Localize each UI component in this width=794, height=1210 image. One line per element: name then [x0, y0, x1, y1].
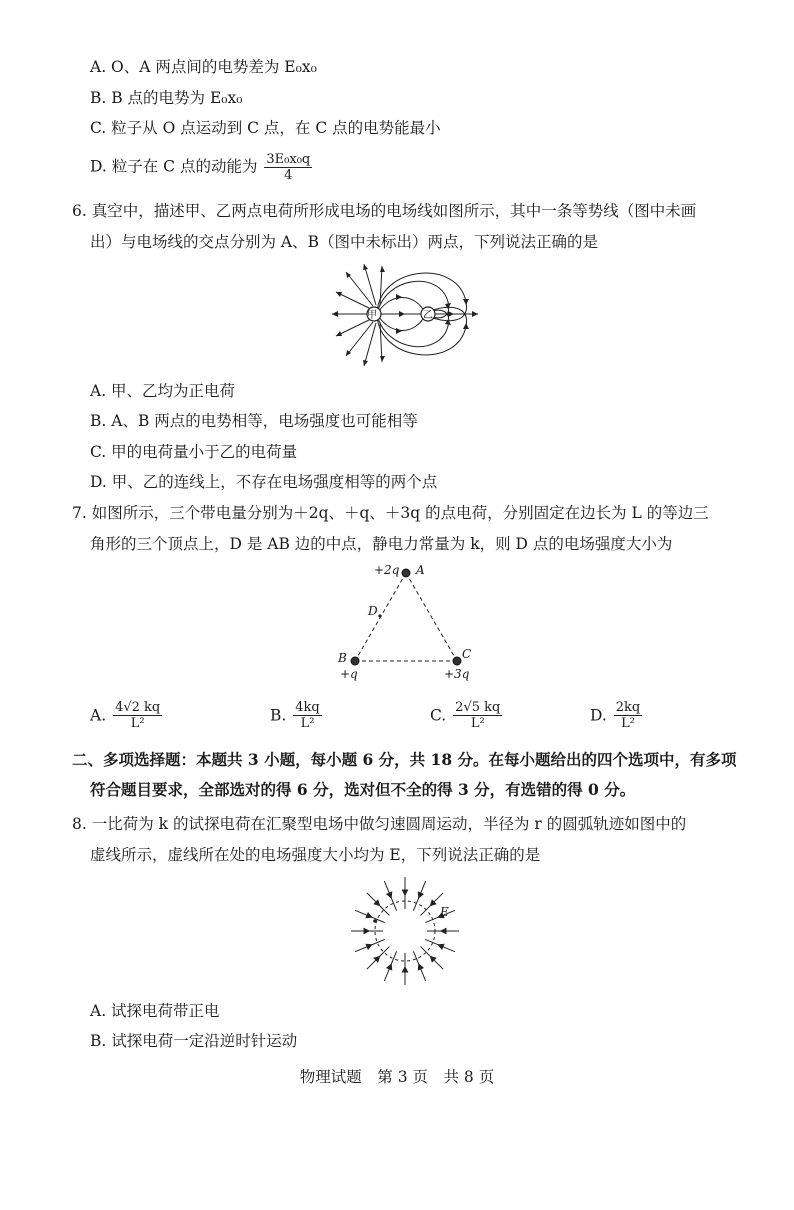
field-arrowhead	[366, 913, 372, 918]
choice-fraction	[113, 700, 162, 731]
field-arrowhead	[441, 928, 446, 933]
choice-fraction	[614, 700, 642, 731]
q7-choice-d	[590, 700, 644, 731]
vertex-b-label: B	[338, 651, 347, 665]
field-arrowhead	[402, 890, 407, 895]
fraction-numerator: 4√2 kq	[115, 700, 161, 715]
q7-choice-a	[90, 700, 164, 731]
q8-option-a: A. 试探电荷带正电	[90, 1002, 220, 1020]
q7-choice-b	[270, 700, 324, 731]
fraction-denominator: L²	[300, 716, 315, 731]
q5-option-d	[90, 152, 314, 183]
charge-jia-label: 甲	[367, 310, 377, 321]
q6-stem-line2: 出）与电场线的交点分别为 A、B（图中未标出）两点，下列说法正确的是	[90, 233, 599, 251]
field-arrowhead	[418, 964, 423, 970]
q8-converging-field-diagram	[345, 875, 465, 987]
fraction-numerator: 2√5 kq	[455, 700, 501, 715]
field-arrowhead	[402, 967, 407, 972]
midpoint-d-label: D	[368, 604, 378, 618]
charge-yi-label: 乙	[423, 310, 433, 321]
section2-heading-line2: 符合题目要求，全部选对的得 6 分，选对但不全的得 3 分，有选错的得 0 分。	[90, 780, 636, 799]
section2-heading-line1: 二、多项选择题：本题共 3 小题，每小题 6 分，共 18 分。在每小题给出的四个选项中，有多项	[72, 750, 737, 769]
field-arrowhead	[364, 928, 369, 933]
q5-option-c: C. 粒子从 O 点运动到 C 点，在 C 点的电势能最小	[90, 119, 441, 137]
q7-stem-line1: 7. 如图所示，三个带电量分别为＋2q、＋q、＋3q 的点电荷，分别固定在边长为 L 的等边三	[72, 504, 709, 522]
fraction-denominator: 4	[284, 168, 293, 183]
q6-field-line-diagram	[330, 262, 480, 374]
field-arrowhead	[438, 944, 444, 949]
vertex-c-label: C	[462, 647, 472, 661]
q5-option-d-text: D. 粒子在 C 点的动能为	[90, 157, 258, 176]
charge-c-value: +3q	[444, 667, 470, 681]
choice-label: D.	[590, 706, 607, 725]
q6-stem-line1: 6. 真空中，描述甲、乙两点电荷所形成电场的电场线如图所示，其中一条等势线（图中未画	[72, 202, 697, 220]
choice-label: B.	[270, 706, 287, 725]
q6-option-d: D. 甲、乙的连线上，不存在电场强度相等的两个点	[90, 473, 438, 491]
q7-triangle-diagram	[330, 558, 480, 682]
q5-option-d-fraction	[264, 152, 312, 183]
choice-label: A.	[90, 706, 107, 725]
fraction-numerator: 4kq	[295, 700, 320, 715]
charge-b-value: +q	[340, 667, 358, 681]
fraction-numerator: 2kq	[615, 700, 641, 715]
field-arrowhead	[366, 944, 372, 949]
choice-label: C.	[430, 706, 447, 725]
q5-option-b: B. B 点的电势为 E₀x₀	[90, 89, 243, 107]
fraction-denominator: L²	[130, 716, 145, 731]
q5-option-a: A. O、A 两点间的电势差为 E₀x₀	[90, 58, 317, 76]
vertex-a-label: A	[416, 563, 425, 577]
field-arrowhead	[387, 964, 392, 970]
q8-stem-line2: 虚线所示，虚线所在处的电场强度大小均为 E，下列说法正确的是	[90, 846, 541, 864]
q6-option-b: B. A、B 两点的电势相等，电场强度也可能相等	[90, 412, 418, 430]
fraction-denominator: L²	[470, 716, 485, 731]
field-e-label: E	[440, 905, 449, 919]
q7-choice-c	[430, 700, 504, 731]
q8-stem-line1: 8. 一比荷为 k 的试探电荷在汇聚型电场中做匀速圆周运动，半径为 r 的圆弧轨迹如图中的	[72, 815, 687, 833]
q7-stem-line2: 角形的三个顶点上，D 是 AB 边的中点，静电力常量为 k，则 D 点的电场强度大小为	[90, 535, 673, 553]
choice-fraction	[293, 700, 321, 731]
field-arrowhead	[387, 892, 392, 898]
field-arrowhead	[418, 892, 423, 898]
fraction-numerator: 3E₀x₀q	[266, 152, 311, 167]
charge-a-value: +2q	[374, 563, 400, 577]
fraction-denominator: L²	[621, 716, 635, 731]
choice-fraction	[453, 700, 502, 731]
q6-option-a: A. 甲、乙均为正电荷	[90, 382, 236, 400]
q6-option-c: C. 甲的电荷量小于乙的电荷量	[90, 443, 298, 461]
page-footer: 物理试题 第 3 页 共 8 页	[299, 1068, 495, 1086]
q8-option-b: B. 试探电荷一定沿逆时针运动	[90, 1032, 298, 1050]
